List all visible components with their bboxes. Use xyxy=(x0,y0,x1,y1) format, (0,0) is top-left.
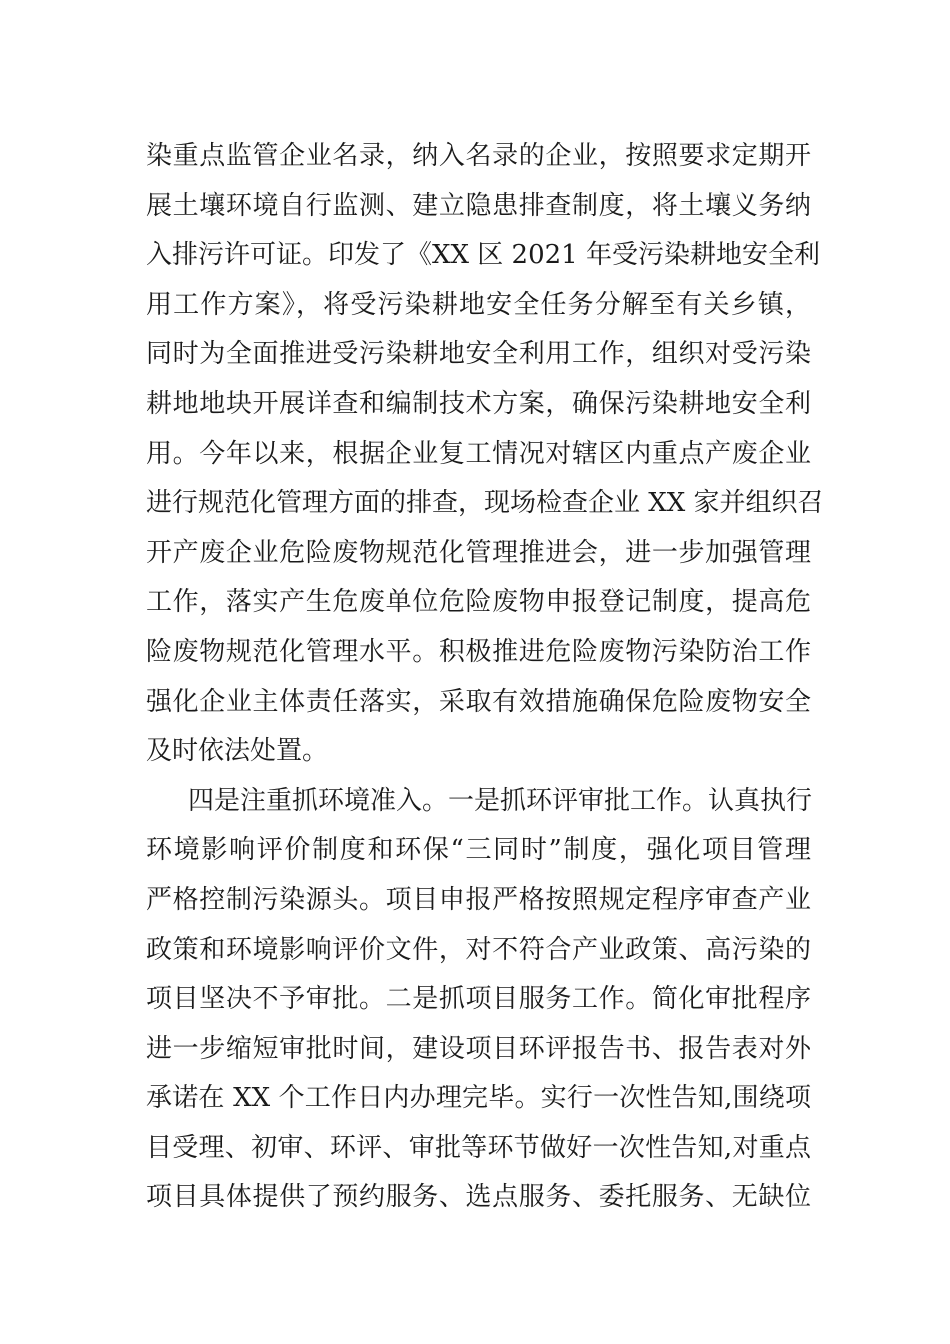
text-line: 项目具体提供了预约服务、选点服务、委托服务、无缺位 xyxy=(146,1182,811,1213)
body-text xyxy=(146,132,824,1223)
text-line: 进行规范化管理方面的排查，现场检查企业 XX 家并组织召 xyxy=(146,488,824,519)
paragraph-2 xyxy=(146,777,811,1223)
text-line: 用。今年以来，根据企业复工情况对辖区内重点产废企业 xyxy=(146,438,811,469)
text-line: 强化企业主体责任落实，采取有效措施确保危险废物安全 xyxy=(146,686,811,717)
text-line: 耕地地块开展详查和编制技术方案，确保污染耕地安全利 xyxy=(146,388,811,419)
text-line: 项目坚决不予审批。二是抓项目服务工作。简化审批程序 xyxy=(146,984,811,1015)
text-line: 承诺在 XX 个工作日内办理完毕。实行一次性告知,围绕项 xyxy=(146,1083,811,1114)
text-line: 进一步缩短审批时间，建设项目环评报告书、报告表对外 xyxy=(146,1033,811,1064)
text-line: 用工作方案》，将受污染耕地安全任务分解至有关乡镇， xyxy=(146,289,811,320)
text-line: 展土壤环境自行监测、建立隐患排查制度，将土壤义务纳 xyxy=(146,190,811,221)
text-line: 目受理、初审、环评、审批等环节做好一次性告知,对重点 xyxy=(146,1132,811,1163)
text-line: 严格控制污染源头。项目申报严格按照规定程序审查产业 xyxy=(146,884,811,915)
text-line: 开产废企业危险废物规范化管理推进会，进一步加强管理 xyxy=(146,537,811,568)
text-line: 工作，落实产生危废单位危险废物申报登记制度，提高危 xyxy=(146,587,811,618)
text-line: 染重点监管企业名录，纳入名录的企业，按照要求定期开 xyxy=(146,141,811,171)
text-line: 四是注重抓环境准入。一是抓环评审批工作。认真执行 xyxy=(188,785,813,816)
text-line: 政策和环境影响评价文件，对不符合产业政策、高污染的 xyxy=(146,934,811,965)
text-line: 险废物规范化管理水平。积极推进危险废物污染防治工作 xyxy=(146,636,811,667)
text-line: 及时依法处置。 xyxy=(146,736,329,767)
paragraph-1 xyxy=(146,132,824,777)
text-line: 环境影响评价制度和环保“三同时”制度，强化项目管理 xyxy=(146,835,811,866)
text-line: 入排污许可证。印发了《XX 区 2021 年受污染耕地安全利 xyxy=(146,240,820,271)
text-line: 同时为全面推进受污染耕地安全利用工作，组织对受污染 xyxy=(146,339,811,370)
